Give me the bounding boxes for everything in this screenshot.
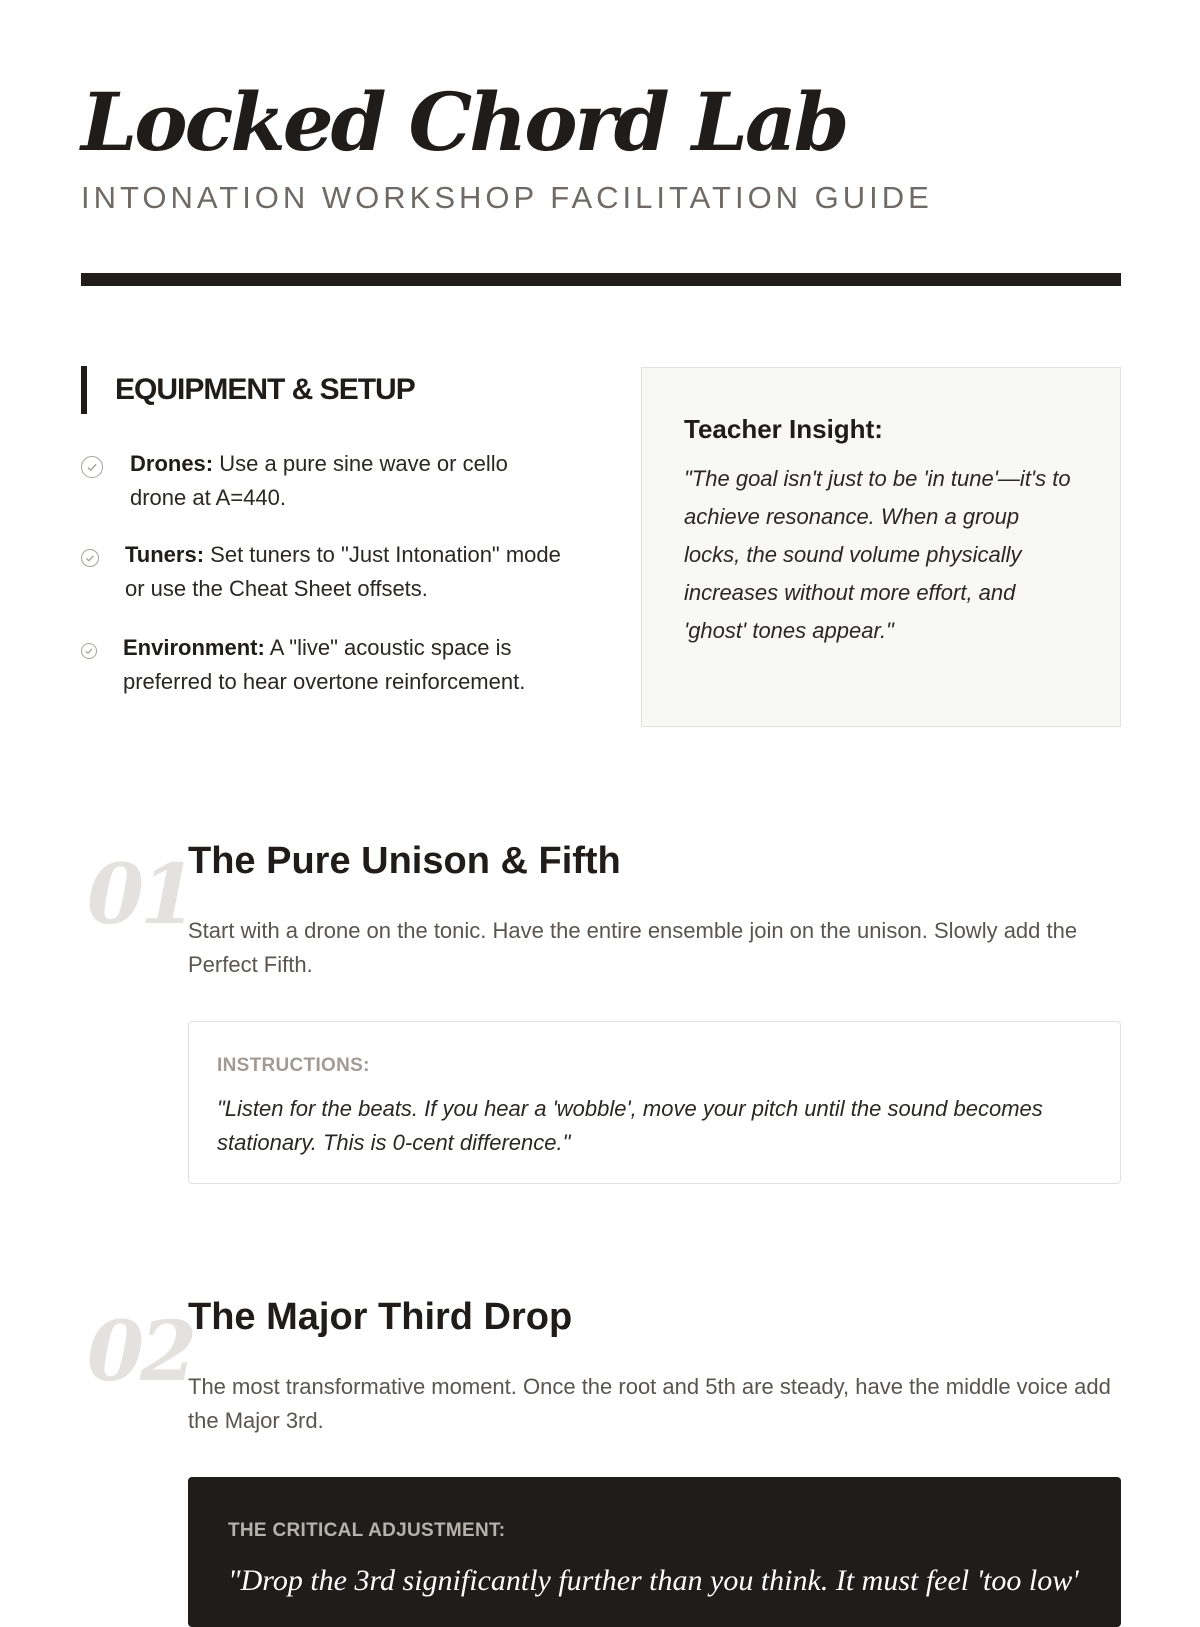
step-number: 02	[87, 1304, 194, 1400]
insight-title: Teacher Insight:	[684, 414, 883, 444]
insight-quote: "The goal isn't just to be 'in tune'—it's to achieve resonance. When a group locks, the sound volume physically increases without more effort, and 'ghost' tones appear."	[684, 466, 1071, 643]
check-circle-icon	[81, 643, 97, 659]
equipment-item-drones	[81, 447, 561, 517]
equipment-item-environment	[81, 631, 561, 735]
step-number: 01	[87, 847, 194, 943]
instructions-box	[188, 1021, 1121, 1184]
teacher-insight-panel	[641, 367, 1121, 727]
header-divider	[81, 273, 1121, 286]
equipment-item-label: Environment:	[123, 635, 265, 660]
check-circle-icon	[81, 456, 103, 478]
equipment-item-text: Set tuners to "Just Intonation" mode or use the Cheat Sheet offsets.	[125, 542, 561, 601]
equipment-item-tuners	[81, 538, 561, 608]
check-circle-icon	[81, 549, 99, 567]
step-description: The most transformative moment. Once the root and 5th are steady, have the middle voice add the Major 3rd.	[188, 1374, 1111, 1433]
critical-adjustment-label: THE CRITICAL ADJUSTMENT:	[228, 1520, 506, 1541]
equipment-item-text: A "live" acoustic space is preferred to hear overtone reinforcement.	[123, 635, 526, 694]
instructions-label: INSTRUCTIONS:	[217, 1055, 370, 1076]
critical-adjustment-text: "Drop the 3rd significantly further than you think. It must feel 'too low'	[228, 1564, 1079, 1597]
equipment-item-label: Drones:	[130, 451, 214, 476]
equipment-item-label: Tuners:	[125, 542, 205, 567]
step-title: The Pure Unison & Fifth	[188, 840, 621, 882]
page-title: Locked Chord Lab	[81, 75, 847, 169]
step-title: The Major Third Drop	[188, 1296, 573, 1338]
step-description: Start with a drone on the tonic. Have the entire ensemble join on the unison. Slowly add the Perfect Fifth.	[188, 918, 1078, 977]
equipment-item-text: Use a pure sine wave or cello drone at A=440.	[130, 451, 508, 510]
instructions-text: "Listen for the beats. If you hear a 'wobble', move your pitch until the sound becomes stationary. This is 0-cent difference."	[217, 1096, 1043, 1155]
critical-adjustment-box	[188, 1477, 1121, 1627]
equipment-heading: EQUIPMENT & SETUP	[81, 366, 415, 414]
page-subtitle: INTONATION WORKSHOP FACILITATION GUIDE	[81, 180, 933, 215]
